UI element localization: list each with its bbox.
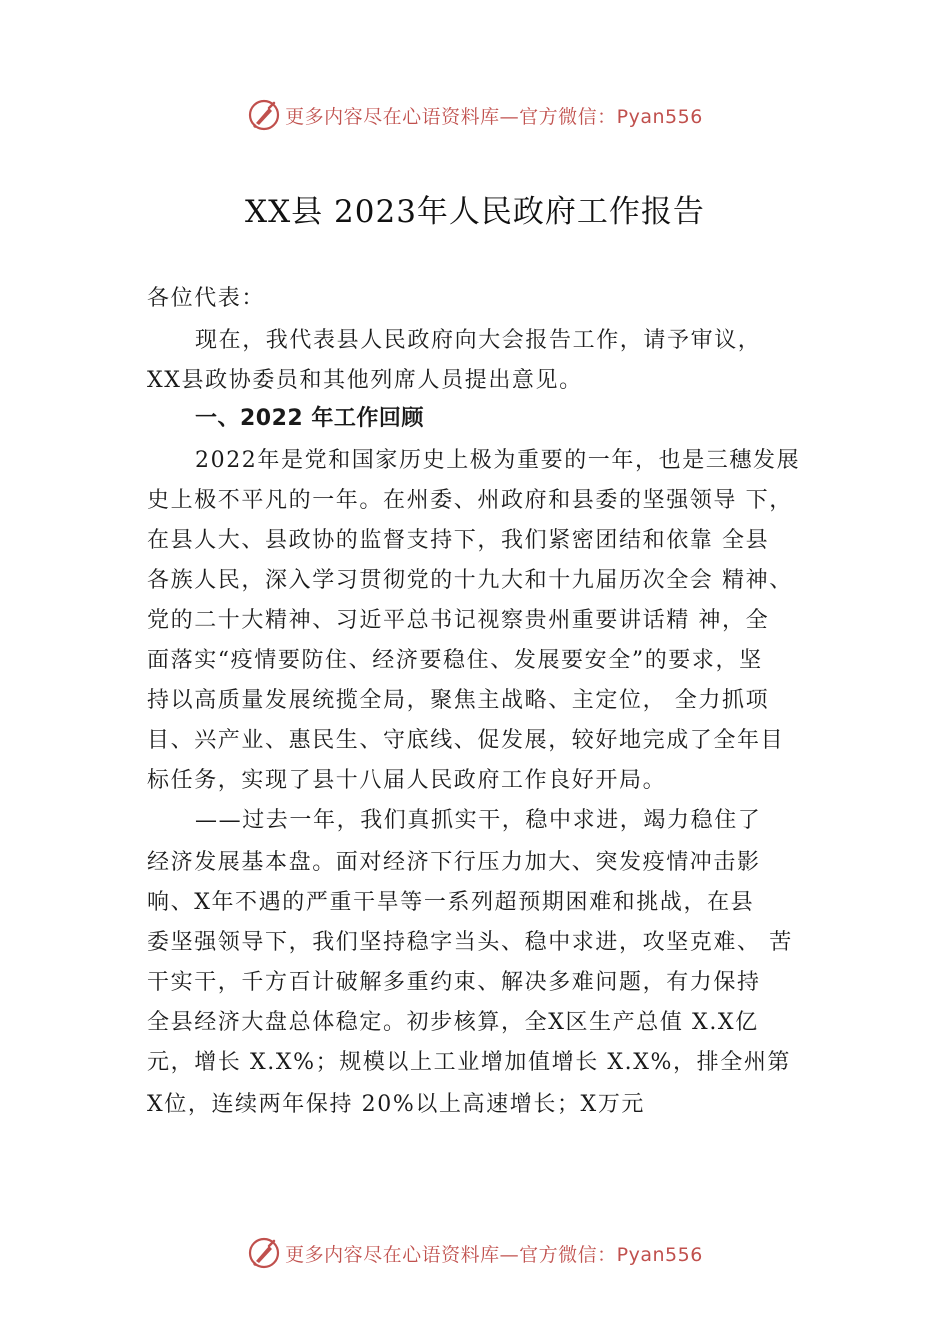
salutation: 各位代表：: [147, 286, 266, 311]
paragraph-line: 史上极不平凡的一年。在州委、州政府和县委的坚强领导 下，: [147, 488, 793, 513]
paragraph-line: 响、X年不遇的严重干旱等一系列超预期困难和挑战，在县: [147, 890, 755, 915]
section-heading: 一、2022 年工作回顾: [195, 406, 424, 431]
paragraph-line: 各族人民，深入学习贯彻党的十九大和十九届历次全会 精神、: [147, 568, 793, 593]
paragraph-line: X位，连续两年保持 20%以上高速增长；X万元: [147, 1092, 646, 1117]
paragraph-line: 干实干，千方百计破解多重约束、解决多难问题，有力保持: [147, 970, 761, 995]
watermark-banner-bottom: [0, 1233, 950, 1273]
paragraph-line: 现在，我代表县人民政府向大会报告工作，请予审议，: [195, 328, 762, 353]
brush-logo-icon: [247, 1236, 281, 1270]
paragraph-line: 目、兴产业、惠民生、守底线、促发展，较好地完成了全年目: [147, 728, 785, 753]
paragraph-line: 经济发展基本盘。面对经济下行压力加大、突发疫情冲击影: [147, 850, 761, 875]
paragraph-line: 元，增长 X.X%；规模以上工业增加值增长 X.X%，排全州第: [147, 1050, 792, 1075]
paragraph-line: 2022年是党和国家历史上极为重要的一年，也是三穗发展: [195, 448, 801, 473]
paragraph-line: XX县政协委员和其他列席人员提出意见。: [147, 368, 583, 393]
paragraph-line: 在县人大、县政协的监督支持下，我们紧密团结和依靠 全县: [147, 528, 770, 553]
paragraph-line: 面落实“疫情要防住、经济要稳住、发展要安全”的要求，坚: [147, 648, 763, 673]
watermark-text: 更多内容尽在心语资料库—官方微信：Pyan556: [285, 105, 703, 128]
paragraph-line: ——过去一年，我们真抓实干，稳中求进，竭力稳住了: [195, 808, 762, 833]
paragraph-line: 标任务，实现了县十八届人民政府工作良好开局。: [147, 768, 667, 793]
brush-logo-icon: [247, 98, 281, 132]
paragraph-line: 委坚强领导下，我们坚持稳字当头、稳中求进，攻坚克难、 苦: [147, 930, 793, 955]
paragraph-line: 党的二十大精神、习近平总书记视察贵州重要讲话精 神，全: [147, 608, 770, 633]
document-title: XX县 2023年人民政府工作报告: [245, 194, 705, 230]
paragraph-line: 持以高质量发展统揽全局，聚焦主战略、主定位， 全力抓项: [147, 688, 770, 713]
paragraph-line: 全县经济大盘总体稳定。初步核算，全X区生产总值 X.X亿: [147, 1010, 759, 1035]
watermark-text: 更多内容尽在心语资料库—官方微信：Pyan556: [285, 1243, 703, 1266]
watermark-banner-top: [0, 95, 950, 135]
